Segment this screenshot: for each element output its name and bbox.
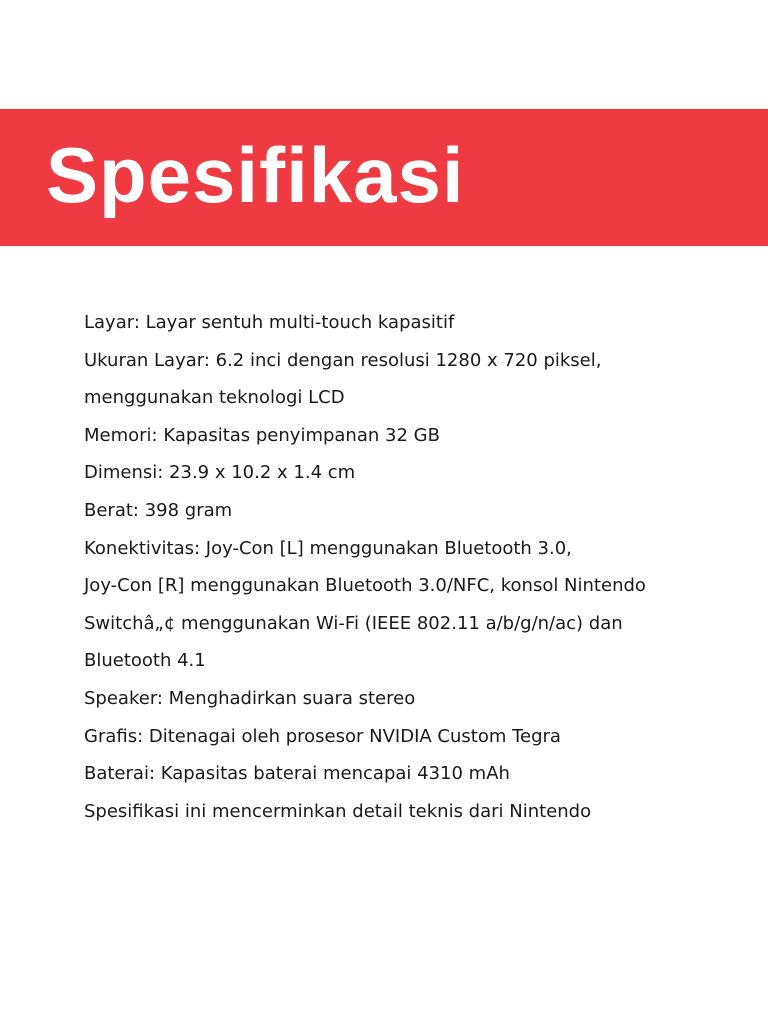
page-title: Spesifikasi xyxy=(46,131,465,219)
spec-line-konektivitas-cont-1: Joy-Con [R] menggunakan Bluetooth 3.0/NFC, konsol Nintendo xyxy=(84,575,646,597)
spec-line-berat: Berat: 398 gram xyxy=(84,499,233,521)
spec-line-speaker: Speaker: Menghadirkan suara stereo xyxy=(84,687,416,709)
spec-line-ukuran-layar-cont: menggunakan teknologi LCD xyxy=(84,387,345,409)
spec-line-konektivitas-cont-2: Switchâ„¢ menggunakan Wi-Fi (IEEE 802.11 a/b/g/n/ac) dan xyxy=(84,612,623,634)
spec-line-closing: Spesifikasi ini mencerminkan detail teknis dari Nintendo xyxy=(84,800,592,822)
spec-line-dimensi: Dimensi: 23.9 x 10.2 x 1.4 cm xyxy=(84,462,356,484)
spec-line-baterai: Baterai: Kapasitas baterai mencapai 4310 mAh xyxy=(84,763,510,785)
spec-line-konektivitas: Konektivitas: Joy-Con [L] menggunakan Bluetooth 3.0, xyxy=(84,537,572,559)
spec-line-ukuran-layar: Ukuran Layar: 6.2 inci dengan resolusi 1280 x 720 piksel, xyxy=(84,349,602,371)
spec-line-konektivitas-cont-3: Bluetooth 4.1 xyxy=(84,650,206,672)
spec-list xyxy=(84,304,724,830)
spec-line-memori: Memori: Kapasitas penyimpanan 32 GB xyxy=(84,424,440,446)
spec-line-layar: Layar: Layar sentuh multi-touch kapasitif xyxy=(84,312,455,333)
spec-line-grafis: Grafis: Ditenagai oleh prosesor NVIDIA Custom Tegra xyxy=(84,725,561,747)
